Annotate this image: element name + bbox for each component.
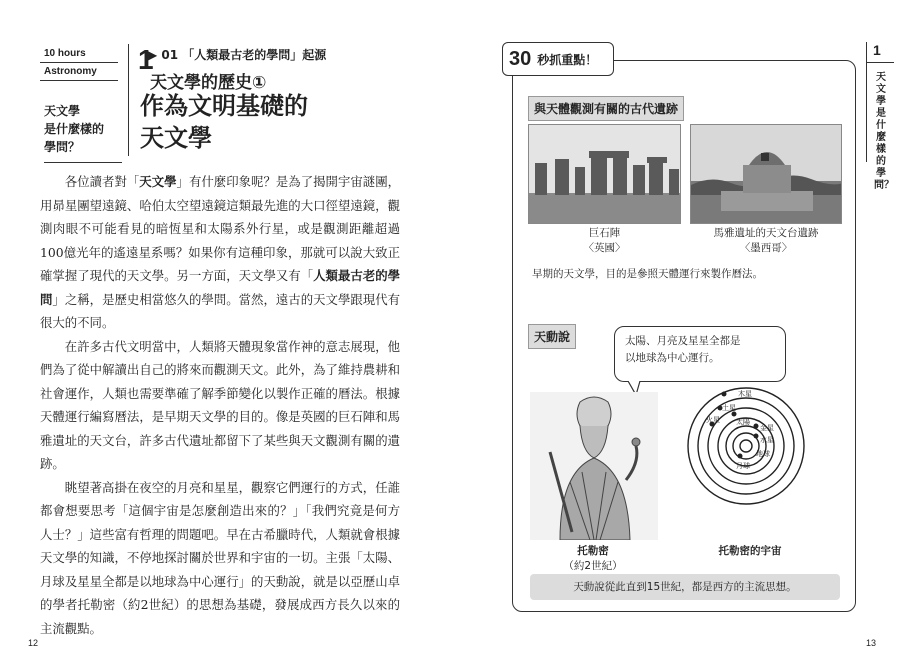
orbit-label-moon: 月球 xyxy=(736,462,750,470)
body-paragraph: 各位讀者對「天文學」有什麼印象呢？是為了揭開宇宙謎團，用昴星團望遠鏡、哈伯太空望遠鏡這類最先進的大口徑望遠鏡，觀測肉眼不可能看見的暗恆星和太陽系外行星，或是觀測距離超過100億光年的遙遠星系嗎？如果你有這種印象，那就可以說大致正確掌握了現代的天文學。另一方面，天文學又有「人類最古老的學問」之稱，是歷史相當悠久的學問。當然，遠古的天文學跟現代有很大的不同。 xyxy=(40,174,401,330)
orbit-label-sun: 太陽 xyxy=(736,418,750,426)
header-divider xyxy=(128,44,129,156)
side-question-line: 是什麼樣的 xyxy=(44,122,105,136)
caption-line: 巨石陣 xyxy=(588,227,621,239)
side-question-line: 天文學 xyxy=(44,104,81,118)
orbit-label-jupiter: 木星 xyxy=(738,390,752,398)
section-heading-geocentric: 天動說 xyxy=(528,324,576,349)
caption-line: 〈墨西哥〉 xyxy=(739,242,793,254)
summary-bar: 天動說從此直到15世紀，都是西方的主流思想。 xyxy=(530,574,840,600)
ptolemy-caption xyxy=(548,544,638,574)
series-label xyxy=(40,44,154,82)
caption-line: （約2世紀） xyxy=(563,560,623,572)
page-number-left: 12 xyxy=(28,638,39,648)
body-paragraph: 眺望著高掛在夜空的月亮和星星，觀察它們運行的方式，任誰都會想要思考「這個宇宙是怎麼創造出來的？」「我們究竟是何方人士？」這些富有哲理的問題吧。早在古希臘時代，人類就會根據天文學的知識，不停地探討關於世界和宇宙的一切。主張「太陽、月球及星星全都是以地球為中心運行」的天動說，就是以亞歷山卓的學者托勒密（約2世紀）的思想為基礎，發展成西方長久以來的主流觀點。 xyxy=(40,479,400,636)
diagram-caption: 托勒密的宇宙 xyxy=(718,545,782,557)
orbit-label-earth: 地球 xyxy=(756,450,770,458)
page-title xyxy=(140,90,308,154)
stonehenge-photo xyxy=(528,124,681,224)
chapter-number: 1 xyxy=(138,44,154,75)
side-question xyxy=(44,102,114,163)
chapter-vertical-label: 天文學是什麼樣的學問？ xyxy=(874,72,894,191)
page-number-right: 13 xyxy=(866,638,877,648)
bubble-line: 太陽、月亮及星星全都是 xyxy=(625,335,741,347)
section-subtitle: 天文學的歷史① xyxy=(150,73,267,93)
key-points-tab xyxy=(502,42,614,76)
stonehenge-caption xyxy=(528,226,681,256)
emphasis-term: 人類最古老的學問 xyxy=(40,268,401,307)
chapter-number-right: 1 xyxy=(873,42,881,58)
speech-bubble xyxy=(614,326,786,382)
body-text xyxy=(40,170,400,640)
section-kicker: ▶ 01 「人類最古老的學問」起源 xyxy=(148,48,327,62)
ptolemy-portrait xyxy=(530,392,658,540)
title-line: 天文學 xyxy=(140,124,212,152)
ruins-note: 早期的天文學，目的是參照天體運行來製作曆法。 xyxy=(532,268,763,280)
orbit-label-mars: 火星 xyxy=(706,416,720,424)
caption-line: 〈英國〉 xyxy=(583,242,626,254)
bubble-line: 以地球為中心運行。 xyxy=(625,352,720,364)
section-heading-ruins: 與天體觀測有關的古代遺跡 xyxy=(528,96,684,121)
body-paragraph: 在許多古代文明當中，人類將天體現象當作神的意志展現，他們為了從中解讀出自己的將來而觀測天文。此外，為了維持農耕和社會運作，人類也需要準確了解季節變化以製作正確的曆法。根據天體運行編寫曆法，是早期天文學的目的。像是英國的巨石陣和馬雅遺址的天文台，許多古代遺址都留下了某些與天文觀測有關的遺跡。 xyxy=(40,338,400,471)
chapter-tab-divider xyxy=(866,62,894,63)
key-points-label: 秒抓重點！ xyxy=(537,52,598,67)
side-question-line: 學問？ xyxy=(44,140,81,154)
title-line: 作為文明基礎的 xyxy=(140,92,308,120)
key-points-number: 30 xyxy=(509,47,532,70)
caption-line: 托勒密 xyxy=(577,545,609,557)
orbit-label-mercury: 水星 xyxy=(760,436,774,444)
orbit-label-saturn: 土星 xyxy=(722,404,736,412)
emphasis-term: 天文學 xyxy=(139,174,177,189)
caption-line: 馬雅遺址的天文台遺跡 xyxy=(713,227,819,239)
geocentric-diagram xyxy=(684,384,808,508)
chapter-tab-edge xyxy=(866,42,867,162)
orbit-label-venus: 金星 xyxy=(760,424,774,432)
maya-observatory-photo xyxy=(690,124,842,224)
maya-caption xyxy=(680,226,852,256)
series-line1: 10 hours xyxy=(44,48,86,59)
series-line2: Astronomy xyxy=(44,66,97,77)
